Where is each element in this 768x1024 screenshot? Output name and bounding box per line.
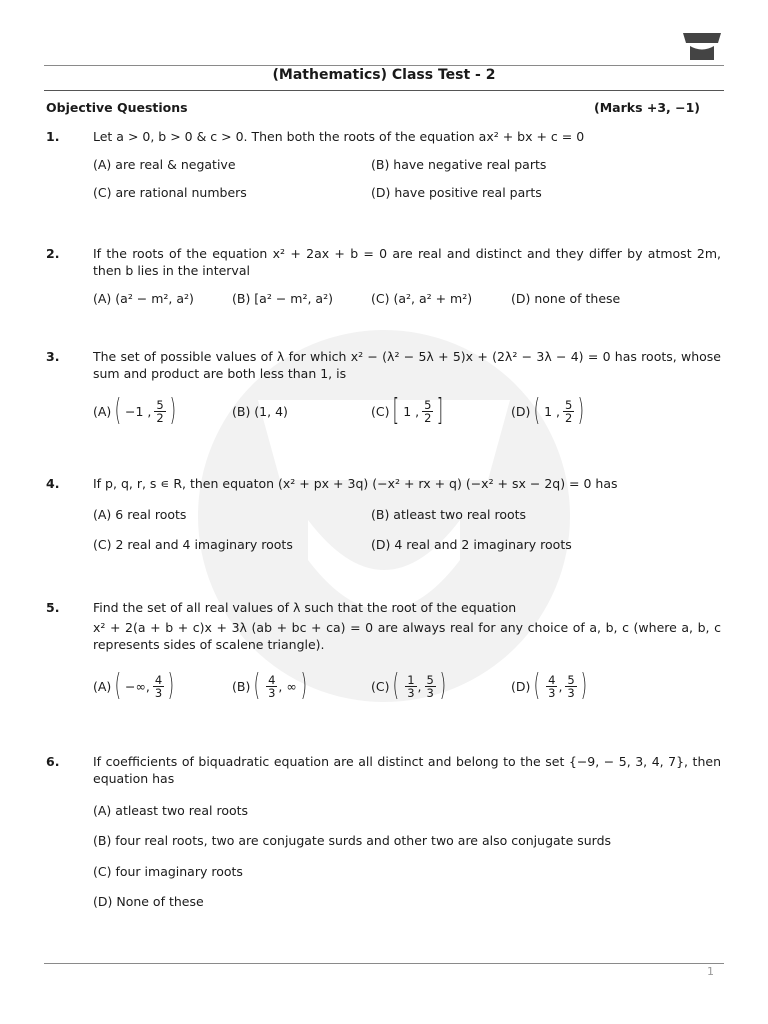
option-a: (A) atleast two real roots xyxy=(93,803,249,818)
question-text: If the roots of the equation x² + 2ax + b = 0 are real and distinct and they differ by atmost 2m, then b lies in the interval xyxy=(93,246,721,278)
header-bottom-rule xyxy=(44,90,724,91)
question-text-line-1: Find the set of all real values of λ such that the root of the equation xyxy=(93,600,517,615)
option-a: (A) 6 real roots xyxy=(93,507,187,522)
option-d: (D) None of these xyxy=(93,894,204,909)
brand-logo-icon xyxy=(682,31,722,61)
option-c: (C) ( $\frac{1}{3}$ , $\frac{5}{3}$ ) xyxy=(371,668,446,703)
question-number: 6. xyxy=(46,754,60,769)
question-number: 5. xyxy=(46,600,60,615)
option-a: (A) (a² − m², a²) xyxy=(93,291,194,306)
option-d: (D) have positive real parts xyxy=(371,185,542,200)
option-b: (B) four real roots, two are conjugate surds and other two are also conjugate surds xyxy=(93,833,612,848)
section-label: Objective Questions xyxy=(46,100,188,115)
option-c: (C) are rational numbers xyxy=(93,185,247,200)
option-d: (D) none of these xyxy=(511,291,621,306)
option-b: (B) atleast two real roots xyxy=(371,507,527,522)
option-c: (C) [ 1 , $\frac{5}{2}$ ] xyxy=(371,393,444,428)
question-text: The set of possible values of λ for which x² − (λ² − 5λ + 5)x + (2λ² − 3λ − 4) = 0 has roots, whose sum and product are both less than 1, is xyxy=(93,349,721,381)
option-a: (A) ( −1 , $\frac{5}{2}$ ) xyxy=(93,393,176,428)
question-text: Let a > 0, b > 0 & c > 0. Then both the roots of the equation ax² + bx + c = 0 xyxy=(93,129,585,144)
option-c: (C) 2 real and 4 imaginary roots xyxy=(93,537,293,552)
question-text: If coefficients of biquadratic equation are all distinct and belong to the set {−9, − 5, 3, 4, 7}, then equation has xyxy=(93,754,721,786)
question-number: 3. xyxy=(46,349,60,364)
option-b: (B) ( $\frac{4}{3}$ , ∞ ) xyxy=(232,668,307,703)
question-number: 4. xyxy=(46,476,60,491)
option-b: (B) [a² − m², a²) xyxy=(232,291,333,306)
page-title: (Mathematics) Class Test - 2 xyxy=(272,67,496,83)
header-top-rule xyxy=(44,65,724,66)
option-a: (A) are real & negative xyxy=(93,157,236,172)
option-c: (C) four imaginary roots xyxy=(93,864,243,879)
page-number: 1 xyxy=(707,965,714,978)
marks-label: (Marks +3, −1) xyxy=(594,100,701,115)
option-b: (B) have negative real parts xyxy=(371,157,547,172)
question-number: 2. xyxy=(46,246,60,261)
question-text: If p, q, r, s ∊ R, then equaton (x² + px + 3q) (−x² + rx + q) (−x² + sx − 2q) = 0 has xyxy=(93,476,618,491)
option-d: (D) ( 1 , $\frac{5}{2}$ ) xyxy=(511,393,585,428)
option-b: (B) (1, 4) xyxy=(232,404,288,419)
question-number: 1. xyxy=(46,129,60,144)
option-d: (D) 4 real and 2 imaginary roots xyxy=(371,537,572,552)
option-d: (D) ( $\frac{4}{3}$ , $\frac{5}{3}$ ) xyxy=(511,668,587,703)
option-a: (A) ( −∞, $\frac{4}{3}$ ) xyxy=(93,668,175,703)
question-text-line-2: x² + 2(a + b + c)x + 3λ (ab + bc + ca) = 0 are always real for any choice of a, b, c (where a, b, c represents sides of scalene triangle). xyxy=(93,620,721,652)
footer-rule xyxy=(44,963,724,964)
option-c: (C) (a², a² + m²) xyxy=(371,291,473,306)
